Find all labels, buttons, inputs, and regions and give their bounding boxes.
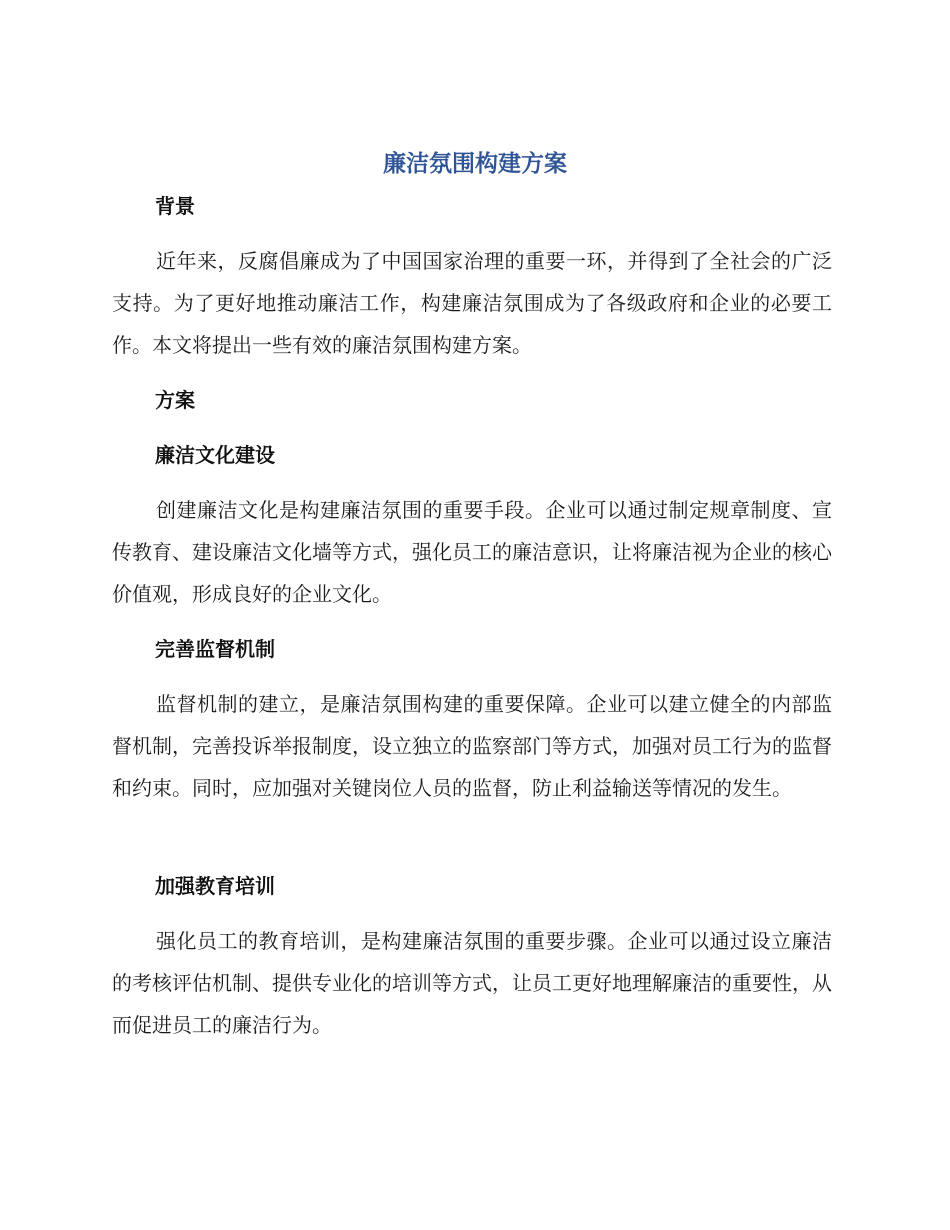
section-paragraph-culture: 创建廉洁文化是构建廉洁氛围的重要手段。企业可以通过制定规章制度、宣传教育、建设廉洁文化墙等方式，强化员工的廉洁意识，让将廉洁视为企业的核心价值观，形成良好的企业文化。 [112, 498, 832, 606]
section-heading-background: 背景 [155, 194, 195, 218]
section-heading-training: 加强教育培训 [155, 874, 275, 898]
section-paragraph-background: 近年来，反腐倡廉成为了中国国家治理的重要一环，并得到了全社会的广泛支持。为了更好地推动廉洁工作，构建廉洁氛围成为了各级政府和企业的必要工作。本文将提出一些有效的廉洁氛围构建方案。 [112, 249, 832, 357]
document-title: 廉洁氛围构建方案 [383, 151, 567, 177]
section-heading-plan: 方案 [155, 388, 195, 412]
section-heading-supervision: 完善监督机制 [155, 637, 275, 661]
section-heading-culture: 廉洁文化建设 [155, 443, 275, 467]
section-paragraph-supervision: 监督机制的建立，是廉洁氛围构建的重要保障。企业可以建立健全的内部监督机制，完善投诉举报制度，设立独立的监察部门等方式，加强对员工行为的监督和约束。同时，应加强对关键岗位人员的监督，防止利益输送等情况的发生。 [112, 692, 832, 800]
section-paragraph-training: 强化员工的教育培训，是构建廉洁氛围的重要步骤。企业可以通过设立廉洁的考核评估机制、提供专业化的培训等方式，让员工更好地理解廉洁的重要性，从而促进员工的廉洁行为。 [112, 929, 832, 1037]
